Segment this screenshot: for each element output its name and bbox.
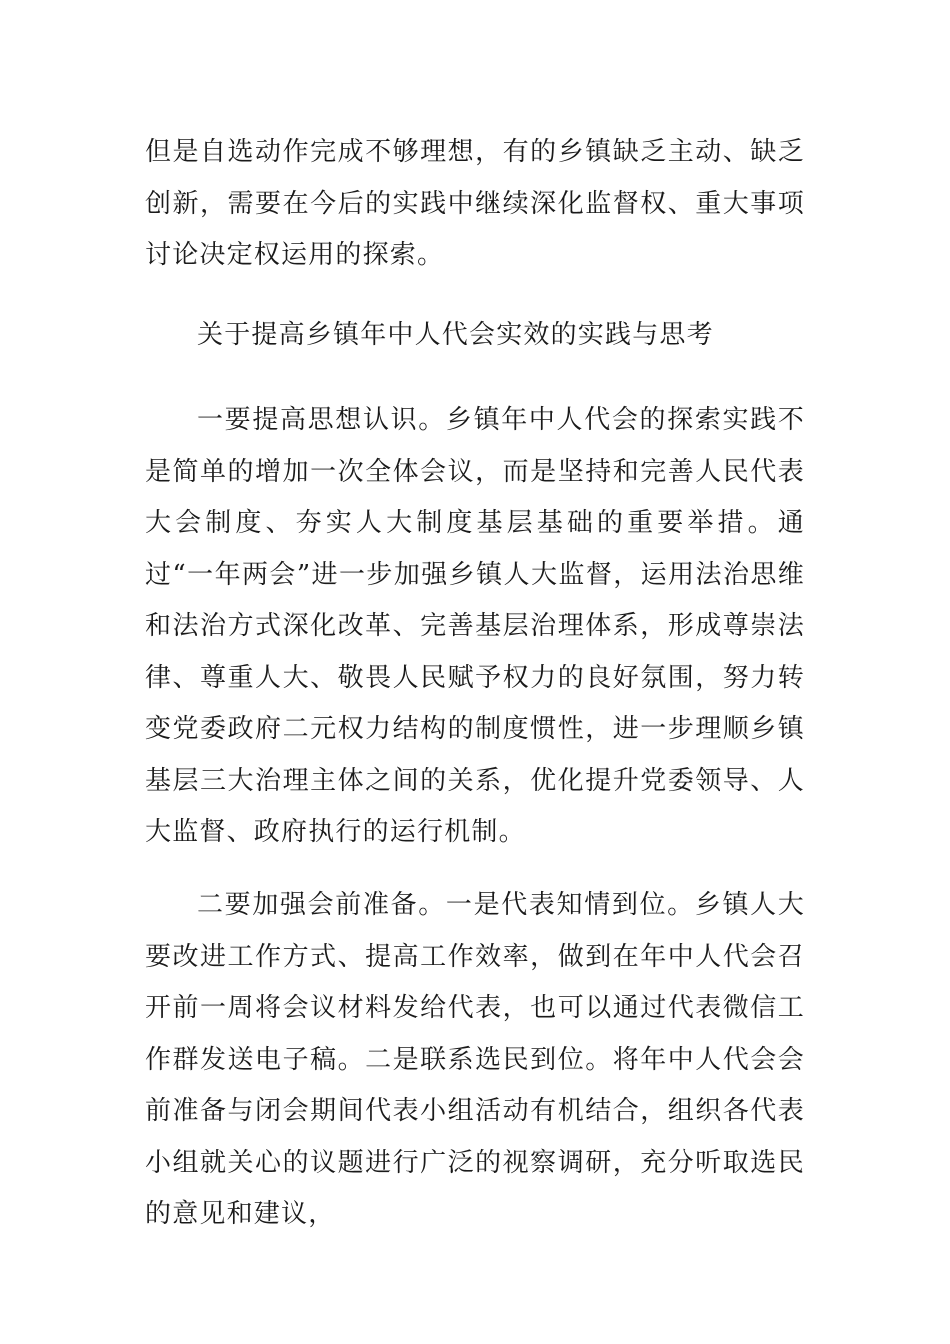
paragraph-point-one: 一要提高思想认识。乡镇年中人代会的探索实践不是简单的增加一次全体会议，而是坚持和完善人民代表大会制度、夯实人大制度基层基础的重要举措。通过“一年两会”进一步加强乡镇人大监督，运用法治思维和法治方式深化改革、完善基层治理体系，形成尊崇法律、尊重人大、敬畏人民赋予权力的良好氛围，努力转变党委政府二元权力结构的制度惯性，进一步理顺乡镇基层三大治理主体之间的关系，优化提升党委领导、人大监督、政府执行的运行机制。 xyxy=(145,405,805,847)
paragraph-continuation: 但是自选动作完成不够理想，有的乡镇缺乏主动、缺乏创新，需要在今后的实践中继续深化监督权、重大事项讨论决定权运用的探索。 xyxy=(145,137,805,270)
section-title: 关于提高乡镇年中人代会实效的实践与思考 xyxy=(197,320,714,350)
paragraph-point-two: 二要加强会前准备。一是代表知情到位。乡镇人大要改进工作方式、提高工作效率，做到在年中人代会召开前一周将会议材料发给代表，也可以通过代表微信工作群发送电子稿。二是联系选民到位。将年中人代会会前准备与闭会期间代表小组活动有机结合，组织各代表小组就关心的议题进行广泛的视察调研，充分听取选民的意见和建议， xyxy=(145,890,805,1229)
